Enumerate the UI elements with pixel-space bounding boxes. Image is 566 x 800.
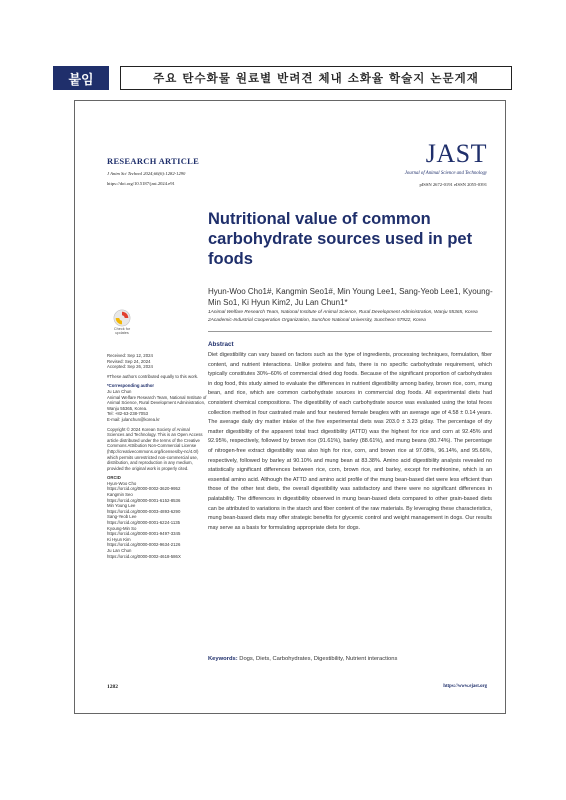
sidebar-info bbox=[107, 353, 207, 559]
affiliation-1: 1Animal Welfare Research Team, National Institute of Animal Science, Rural Development Administration, Wanju 55365, Korea bbox=[208, 310, 478, 315]
doi-link[interactable]: https://doi.org/10.5187/jast.2024.e91 bbox=[107, 181, 175, 186]
issn: pISSN 2672-0191 eISSN 2055-0391 bbox=[419, 182, 487, 187]
authors: Hyun-Woo Cho1#, Kangmin Seo1#, Min Young Lee1, Sang-Yeob Lee1, Kyoung-Min So1, Ki Hyun Kim2, Ju Lan Chun1* bbox=[208, 287, 493, 307]
journal-name: Journal of Animal Science and Technology bbox=[404, 171, 487, 176]
abstract-text: Diet digestibility can vary based on factors such as the type of ingredients, processing techniques, formulation, fiber content, and nutrient interactions. Unlike proteins and fats, there is no specific carbohydrate requirement, which typically constitutes 30%–60% of commercial dried dog foods. Because of the significant proportion of carbohydrates in dog food, this study aimed to evaluate the differences in nutrient digestibility among barley, brown rice, corn, mung bean, and rice, which are common carbohydrate sources in commercial dog foods. All experimental diets had consistent chemical compositions. The digestibility of each carbohydrate source was evaluated using the total feces collection method in four castrated male and four neutered female beagles with an average age of 4.58 ± 0.14 years. The average daily dry matter intake of the five experimental diets was 203.0 ± 3.23 g/day. The percentage of dry matter digestibility of the apparent total tract digestibility (ATTD) was the highest for rice and corn at 92.45% and 92.95%, respectively, followed by brown rice (91.61%), barley (88.61%), and mung beans (80.74%). The percentage of nitrogen-free extract digestibility was also high for rice, corn, and brown rice at 97.08%, 96.14%, and 95.66%, respectively, followed by barley at 90.10% and mung bean at 83.38%. Amino acid digestibility analysis revealed no statistically significant differences between rice, corn, brown rice, and barley, except for methionine, which is an essential amino acid. Although the ATTD and amino acid profile of the mung bean-based diet were less efficient than those of the other test diets, the overall digestibility was satisfactory and there were no significant differences in palatability. The differences in digestibility observed in mung bean-based diets compared to other grain-based diets can be attributed to variations in the starch and fiber content of the raw materials. By leveraging these characteristics, mung bean-based diets may offer strategic benefits for glycemic control and weight management in dogs. Our results may serve as a basis for formulating appropriate diets for dogs. bbox=[208, 352, 492, 531]
keywords-list: Dogs, Diets, Carbohydrates, Digestibility, Nutrient interactions bbox=[239, 656, 398, 662]
journal-logo: JAST bbox=[425, 139, 487, 168]
paper-title: Nutritional value of common carbohydrate sources used in pet foods bbox=[208, 210, 473, 268]
article-type: RESEARCH ARTICLE bbox=[107, 156, 200, 166]
orcid-author: Kyoung-Min So bbox=[107, 525, 137, 531]
orcid-author: Ju Lan Chun bbox=[107, 548, 132, 553]
citation: J Anim Sci Technol 2024;66(6):1282-1290 bbox=[107, 171, 186, 176]
header-bar bbox=[53, 66, 479, 90]
orcid-link[interactable]: https://orcid.org/0000-0002-9634-2126 bbox=[107, 542, 181, 548]
paper-page bbox=[74, 100, 506, 714]
revised-date: Revised: Sep 24, 2024 bbox=[107, 358, 151, 364]
corresponding-name: Ju Lan Chun bbox=[107, 388, 132, 394]
corresponding-email[interactable]: E-mail: julanchun@korea.kr bbox=[107, 416, 160, 422]
accepted-date: Accepted: Sep 26, 2024 bbox=[107, 364, 153, 370]
corresponding-address: Animal Welfare Research Team, National Institute of Animal Science, Rural Development Administration, Wanju 55365, Korea. bbox=[107, 394, 207, 411]
orcid-link[interactable]: https://orcid.org/0000-0001-9497-3345 bbox=[107, 531, 181, 537]
update-check-icon bbox=[113, 309, 131, 327]
orcid-link[interactable]: https://orcid.org/0000-0002-3620-9952 bbox=[107, 486, 181, 492]
orcid-link[interactable]: https://orcid.org/0000-0001-6224-1135 bbox=[107, 520, 181, 526]
orcid-list bbox=[107, 481, 207, 559]
keywords bbox=[208, 656, 498, 662]
corresponding-label: *Corresponding author bbox=[107, 383, 155, 389]
check-for-updates-badge[interactable] bbox=[109, 309, 135, 337]
header-title: 주요 탄수화물 원료별 반려견 체내 소화율 학술지 논문게재 bbox=[120, 66, 512, 90]
attachment-tag: 붙임 bbox=[53, 66, 109, 90]
orcid-link[interactable]: https://orcid.org/0000-0003-4893-6290 bbox=[107, 508, 181, 514]
received-date: Received: Sep 12, 2024 bbox=[107, 353, 153, 358]
orcid-link[interactable]: https://orcid.org/0000-0001-6152-8536 bbox=[107, 497, 181, 503]
keywords-label: Keywords: bbox=[208, 656, 238, 662]
affiliation-2: 2Academic-Industrial Cooperation Organization, Sunchon National University, Suncheon 57922, Korea bbox=[208, 318, 426, 324]
page-number: 1282 bbox=[107, 684, 118, 690]
badge-label: Check for updates bbox=[113, 327, 131, 336]
corresponding-tel: Tel: +82-63-238-7053 bbox=[107, 411, 148, 417]
orcid-author: Kangmin Seo bbox=[107, 492, 133, 498]
copyright-notice: Copyright © 2024 Korean Society of Animal Sciences and Technology. This is an Open Access article distributed under the terms of the Creative Commons Attribution Non-Commercial License (http://creativecommons.org/licenses/by-nc/4.0/) which permits unrestricted non-commercial use, distribution, and reproduction in any medium, provided the original work is properly cited. bbox=[107, 426, 203, 471]
orcid-author: Sang-Yeob Lee bbox=[107, 514, 137, 520]
orcid-link[interactable]: https://orcid.org/0000-0002-4618-586X bbox=[107, 553, 181, 559]
abstract-heading: Abstract bbox=[208, 341, 234, 348]
divider bbox=[208, 331, 492, 332]
orcid-author: Min Young Lee bbox=[107, 503, 136, 509]
orcid-author: Hyun-Woo Cho bbox=[107, 480, 137, 486]
journal-url[interactable]: https://www.ejast.org bbox=[443, 684, 487, 689]
affiliations bbox=[208, 310, 498, 325]
orcid-author: Ki Hyun Kim bbox=[107, 536, 131, 542]
equal-contribution-note: #These authors contributed equally to this work. bbox=[107, 373, 199, 379]
orcid-label: ORCID bbox=[107, 475, 121, 481]
